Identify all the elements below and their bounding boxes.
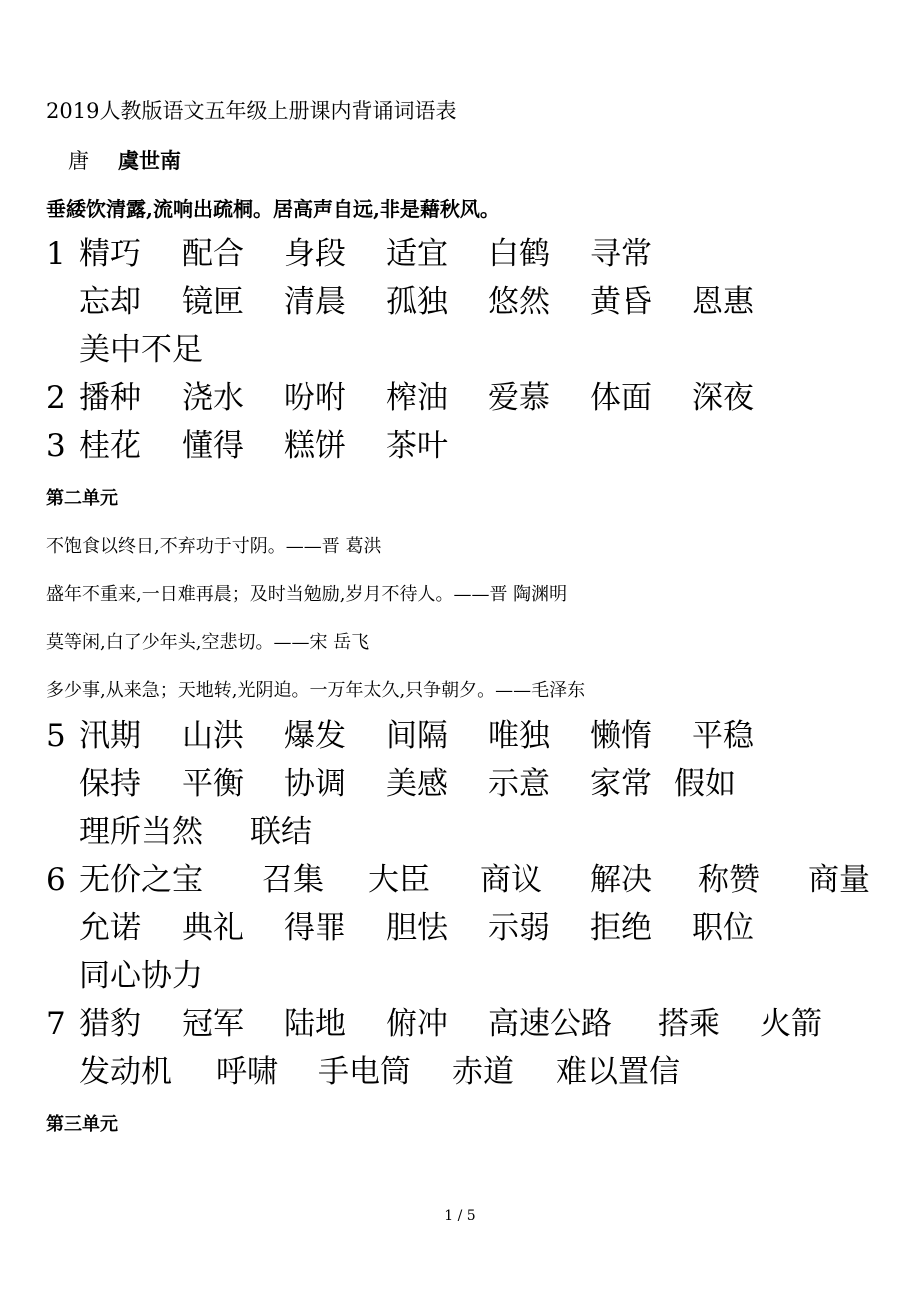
vocab-word: 俯冲: [386, 1006, 448, 1042]
vocab-word: 搭乘: [658, 1006, 720, 1042]
vocab-word: 白鹤: [488, 236, 550, 272]
vocab-word: 无价之宝: [79, 862, 203, 898]
vocab-word: 理所当然: [79, 814, 203, 850]
vocab-word: 典礼: [182, 910, 244, 946]
vocab-word: 爱慕: [488, 380, 550, 416]
vocab-word: 允诺: [79, 910, 141, 946]
vocab-word: 示弱: [488, 910, 550, 946]
vocab-word: 身段: [284, 236, 346, 272]
vocab-word: 镜匣: [182, 284, 244, 320]
vocab-word: 播种: [79, 380, 141, 416]
vocab-word: 清晨: [284, 284, 346, 320]
vocab-word: 美感: [386, 766, 448, 802]
vocab-word: 高速公路: [488, 1006, 612, 1042]
page-number: 1 / 5: [444, 1208, 476, 1224]
lesson-number: 7: [46, 1006, 66, 1042]
lesson-number: 3: [46, 428, 66, 464]
vocab-word: 联结: [250, 814, 312, 850]
vocab-word: 悠然: [488, 284, 550, 320]
vocab-word: 商量: [808, 862, 870, 898]
vocab-word: 懂得: [182, 428, 244, 464]
vocab-word: 呼啸: [216, 1054, 278, 1090]
quote-3: 莫等闲,白了少年头,空悲切。——宋 岳飞: [46, 632, 370, 653]
poem-author-name: 虞世南: [118, 148, 181, 173]
vocab-word: 职位: [692, 910, 754, 946]
vocab-word: 唯独: [488, 718, 550, 754]
vocab-word: 商议: [480, 862, 542, 898]
unit2-heading: 第二单元: [46, 488, 118, 509]
vocab-word: 猎豹: [79, 1006, 141, 1042]
vocab-word: 吩咐: [284, 380, 346, 416]
vocab-word: 恩惠: [692, 284, 754, 320]
vocab-word: 称赞: [698, 862, 760, 898]
vocab-word: 汛期: [79, 718, 141, 754]
vocab-word: 同心协力: [79, 958, 203, 994]
vocab-word: 爆发: [284, 718, 346, 754]
quote-2: 盛年不重来,一日难再晨；及时当勉励,岁月不待人。——晋 陶渊明: [46, 584, 568, 605]
vocab-word: 示意: [488, 766, 550, 802]
unit3-heading: 第三单元: [46, 1114, 118, 1135]
vocab-word: 寻常: [590, 236, 652, 272]
vocab-word: 火箭: [760, 1006, 822, 1042]
vocab-word: 忘却: [79, 284, 141, 320]
vocab-word: 赤道: [452, 1054, 514, 1090]
vocab-word: 榨油: [386, 380, 448, 416]
vocab-word: 胆怯: [386, 910, 448, 946]
document-title: 2019人教版语文五年级上册课内背诵词语表: [46, 99, 457, 123]
vocab-word: 黄昏: [590, 284, 652, 320]
lesson-number: 6: [46, 862, 66, 898]
vocab-word: 召集: [262, 862, 324, 898]
vocab-word: 茶叶: [386, 428, 448, 464]
vocab-word: 山洪: [182, 718, 244, 754]
vocab-word: 适宜: [386, 236, 448, 272]
vocab-word: 体面: [590, 380, 652, 416]
vocab-word: 桂花: [79, 428, 141, 464]
vocab-word: 保持: [79, 766, 141, 802]
poem-author: [68, 145, 181, 175]
vocab-word: 深夜: [692, 380, 754, 416]
vocab-word: 难以置信: [556, 1054, 680, 1090]
poem-dynasty: 唐: [68, 149, 89, 173]
vocab-word: 拒绝: [590, 910, 652, 946]
vocab-word: 孤独: [386, 284, 448, 320]
vocab-word: 家常: [590, 766, 652, 802]
vocab-word: 浇水: [182, 380, 244, 416]
vocab-word: 配合: [182, 236, 244, 272]
vocab-word: 精巧: [79, 236, 141, 272]
lesson-number: 2: [46, 380, 66, 416]
vocab-word: 美中不足: [79, 332, 203, 368]
vocab-word: 得罪: [284, 910, 346, 946]
lesson-number: 1: [46, 236, 66, 272]
vocab-word: 大臣: [368, 862, 430, 898]
lesson-number: 5: [46, 718, 66, 754]
vocab-word: 间隔: [386, 718, 448, 754]
vocab-word: 冠军: [182, 1006, 244, 1042]
vocab-word: 解决: [590, 862, 652, 898]
vocab-word: 糕饼: [284, 428, 346, 464]
poem-text: 垂緌饮清露,流响出疏桐。居高声自远,非是藉秋风。: [46, 197, 500, 221]
vocab-word: 发动机: [79, 1054, 172, 1090]
vocab-word: 手电筒: [318, 1054, 411, 1090]
vocab-word: 陆地: [284, 1006, 346, 1042]
quote-4: 多少事,从来急；天地转,光阴迫。一万年太久,只争朝夕。——毛泽东: [46, 680, 586, 701]
quote-1: 不饱食以终日,不弃功于寸阴。——晋 葛洪: [46, 536, 382, 557]
vocab-word: 平衡: [182, 766, 244, 802]
vocab-word: 懒惰: [590, 718, 652, 754]
vocab-word: 平稳: [692, 718, 754, 754]
vocab-word: 协调: [284, 766, 346, 802]
vocab-word: 假如: [674, 766, 736, 802]
